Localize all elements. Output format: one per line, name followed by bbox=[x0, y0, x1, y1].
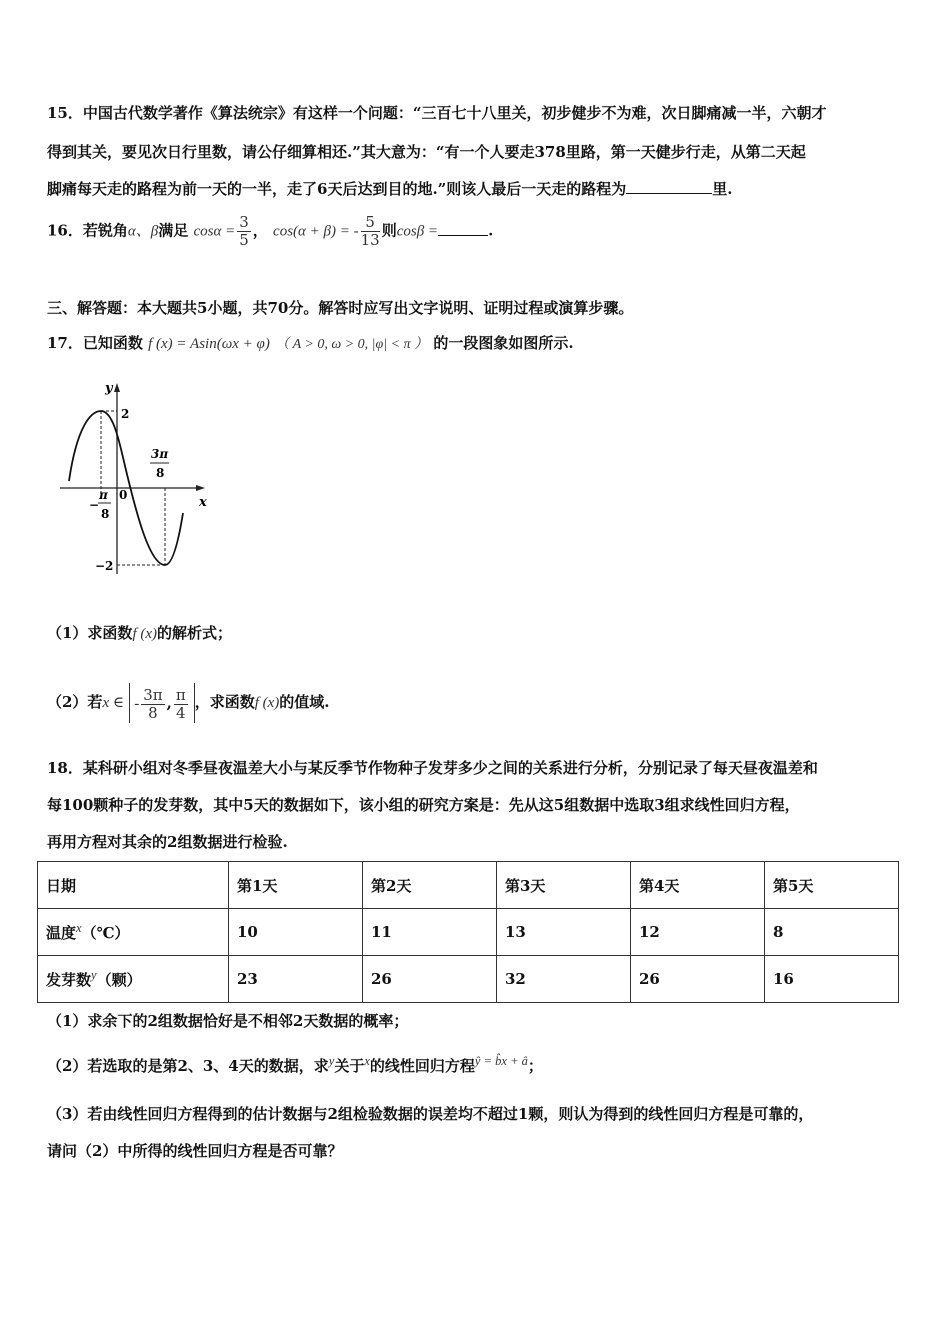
q18-p2-d: ； bbox=[527, 1057, 543, 1075]
q16-cos-beta: cosβ = bbox=[396, 223, 439, 240]
table-row-label bbox=[38, 956, 229, 1003]
q16-alpha-beta: α、β bbox=[127, 223, 159, 240]
ymin-label: −2 bbox=[95, 559, 114, 573]
q18-line-3: 再用方程对其余的2组数据进行检验. bbox=[47, 833, 288, 851]
table-cell: 26 bbox=[363, 956, 497, 1003]
right-tick-den: 8 bbox=[156, 466, 165, 480]
q17-p2-func: f (x) bbox=[254, 695, 280, 711]
q17-f1-den: 8 bbox=[148, 703, 158, 722]
q15-line-1: 15．中国古代数学著作《算法统宗》有这样一个问题：“三百七十八里关，初步健步不为难，次日脚痛减一半，六朝才 bbox=[47, 104, 827, 122]
table-cell: 23 bbox=[229, 956, 363, 1003]
table-header-cell: 第2天 bbox=[363, 862, 497, 909]
q15-line-3 bbox=[47, 178, 733, 199]
q16-frac-5-13 bbox=[361, 214, 380, 249]
q16-frac2-num: 5 bbox=[361, 214, 380, 232]
table-header-cell: 第4天 bbox=[631, 862, 765, 909]
left-tick-num: π bbox=[99, 488, 108, 502]
table-cell: 13 bbox=[497, 909, 631, 956]
q17-prefix: 17．已知函数 bbox=[47, 334, 143, 352]
q17-f2-den: 4 bbox=[175, 703, 186, 722]
table-cell: 32 bbox=[497, 956, 631, 1003]
table-cell: 16 bbox=[765, 956, 899, 1003]
q17-suffix: 的一段图象如图所示. bbox=[433, 334, 574, 352]
q16-frac-3-5 bbox=[237, 214, 251, 249]
q16-answer-blank[interactable] bbox=[438, 221, 488, 236]
q17-part-2 bbox=[47, 683, 330, 723]
q17-p1-func: f (x) bbox=[132, 626, 158, 642]
right-tick-num: 3π bbox=[151, 447, 169, 461]
q18-part-2 bbox=[47, 1054, 543, 1076]
q17-p2-suffix: 的值域. bbox=[279, 693, 330, 711]
left-tick-den: 8 bbox=[101, 507, 110, 521]
q16-frac1-num: 3 bbox=[239, 213, 249, 231]
table-header-row bbox=[38, 862, 899, 909]
q15-answer-blank[interactable] bbox=[626, 179, 712, 194]
q17-f2-num: π bbox=[175, 685, 186, 704]
q16-frac2-den: 13 bbox=[360, 231, 380, 249]
q16-then: 则 bbox=[381, 221, 397, 240]
q17-interval bbox=[129, 683, 195, 723]
q17-p2-comma: , bbox=[166, 694, 172, 712]
table-cell: 8 bbox=[765, 909, 899, 956]
y-label: y bbox=[105, 381, 113, 396]
q18-part-3-line-2: 请问（2）中所得的线性回归方程是否可靠？ bbox=[47, 1142, 343, 1160]
q17-p1-prefix: （1）求函数 bbox=[47, 624, 133, 642]
q16-prefix: 16．若锐角 bbox=[47, 221, 128, 240]
q16-cond: 满足 bbox=[158, 221, 189, 240]
q17-p2-mid: ，求函数 bbox=[194, 693, 255, 711]
table-header-cell: 第1天 bbox=[229, 862, 363, 909]
table-cell: 26 bbox=[631, 956, 765, 1003]
q17-cond: （ A > 0, ω > 0, |φ| < π ） bbox=[275, 337, 429, 352]
left-tick-sign: − bbox=[89, 498, 100, 512]
q15-line-2: 得到其关，要见次日行里数，请公仔细算相还.”其大意为：“有一个人要走378里路，第一天健步行走，从第二天起 bbox=[47, 143, 806, 161]
q18-regression-eq: ŷ = b̂x + â bbox=[474, 1054, 528, 1068]
q17-p2-prefix: （2）若 bbox=[47, 693, 103, 711]
table-header-cell: 日期 bbox=[38, 862, 229, 909]
row2-var: y bbox=[91, 968, 97, 982]
q17-f1-num: 3π bbox=[143, 685, 163, 704]
q18-p2-c: 的线性回归方程 bbox=[369, 1057, 475, 1075]
q18-part-3-line-1: （3）若由线性回归方程得到的估计数据与2组检验数据的误差均不超过1颗，则认为得到的线性回归方程是可靠的， bbox=[47, 1105, 814, 1123]
q18-p2-y: y bbox=[328, 1054, 335, 1068]
table-row-label bbox=[38, 909, 229, 956]
q18-line-1: 18．某科研小组对冬季昼夜温差大小与某反季节作物种子发芽多少之间的关系进行分析，分别记录了每天昼夜温差和 bbox=[47, 759, 818, 777]
row1-unit: （℃） bbox=[81, 924, 130, 942]
table-cell: 12 bbox=[631, 909, 765, 956]
x-label: x bbox=[199, 495, 207, 510]
q17-func: f (x) = Asin(ωx + φ) bbox=[148, 336, 270, 352]
q15-line-3-end: 里. bbox=[712, 180, 733, 198]
q16-end: . bbox=[488, 221, 494, 240]
q18-part-1: （1）求余下的2组数据恰好是不相邻2天数据的概率； bbox=[47, 1012, 409, 1030]
q17-part-1 bbox=[47, 622, 232, 643]
q17-line bbox=[47, 332, 574, 353]
q18-p2-x: x bbox=[364, 1054, 370, 1068]
table-header-cell: 第5天 bbox=[765, 862, 899, 909]
q17-frac-pi-4 bbox=[174, 687, 188, 722]
q18-line-2: 每100颗种子的发芽数，其中5天的数据如下，该小组的研究方案是：先从这5组数据中选取3组求线性回归方程， bbox=[47, 796, 800, 814]
section-3-heading: 三、解答题：本大题共5小题，共70分。解答时应写出文字说明、证明过程或演算步骤。 bbox=[47, 299, 634, 317]
row1-label: 温度 bbox=[46, 924, 77, 942]
row2-unit: （颗） bbox=[96, 971, 142, 989]
q15-line-3-text: 脚痛每天走的路程为前一天的一半，走了6天后达到目的地.”则该人最后一天走的路程为 bbox=[47, 180, 627, 198]
table-cell: 11 bbox=[363, 909, 497, 956]
table-header-cell: 第3天 bbox=[497, 862, 631, 909]
row1-var: x bbox=[76, 921, 82, 935]
q17-p2-x: x ∈ bbox=[102, 695, 124, 711]
q16-frac1-den: 5 bbox=[239, 231, 249, 249]
q16-line bbox=[47, 214, 493, 249]
q17-p1-suffix: 的解析式； bbox=[157, 624, 233, 642]
q16-comma: ， bbox=[252, 221, 268, 240]
q17-p2-minus: - bbox=[134, 696, 140, 712]
x-axis-arrow bbox=[196, 485, 205, 491]
q18-data-table bbox=[37, 861, 899, 1003]
q16-cos-sum: cos(α + β) = - bbox=[273, 223, 359, 240]
ymax-label: 2 bbox=[121, 407, 130, 421]
table-row bbox=[38, 956, 899, 1003]
q18-p2-b: 关于 bbox=[334, 1057, 365, 1075]
origin-label: 0 bbox=[119, 488, 128, 502]
q17-graph bbox=[55, 378, 225, 583]
row2-label: 发芽数 bbox=[46, 971, 92, 989]
table-cell: 10 bbox=[229, 909, 363, 956]
table-row bbox=[38, 909, 899, 956]
y-axis-arrow bbox=[114, 383, 120, 392]
q18-p2-a: （2）若选取的是第2、3、4天的数据，求 bbox=[47, 1057, 329, 1075]
q17-frac-3pi-8 bbox=[141, 687, 164, 722]
q16-cos-alpha: cosα = bbox=[193, 223, 236, 240]
